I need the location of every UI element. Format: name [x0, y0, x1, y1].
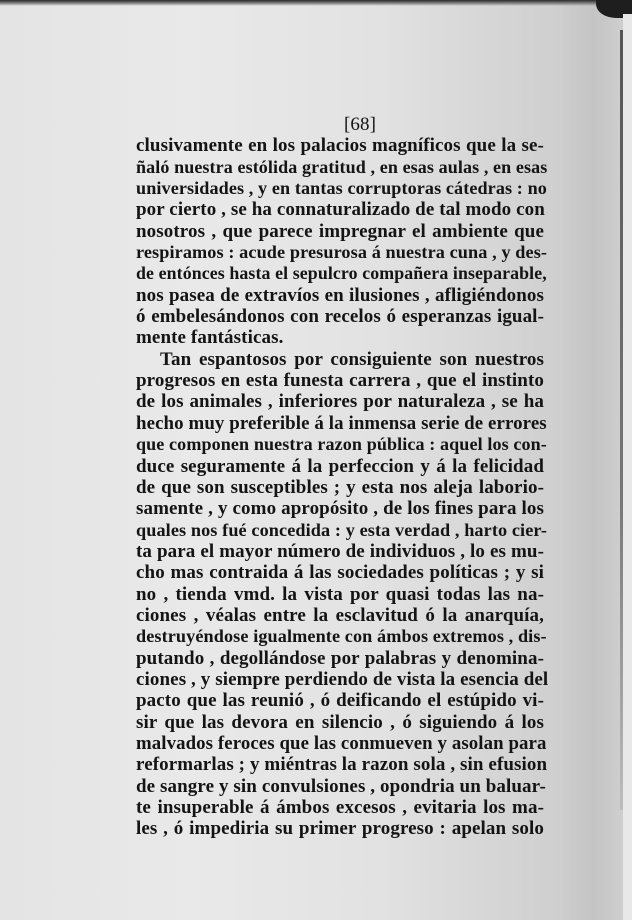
text-line: quales nos fué concedida : y esta verdad , harto cier- — [136, 519, 548, 540]
text-line: de entónces hasta el sepulcro compañera inseparable, — [136, 263, 547, 284]
page-text-block — [136, 114, 549, 840]
text-line: nos pasea de extravíos en ilusiones , afligiéndonos — [136, 284, 544, 306]
text-line: Tan espantosos por consiguiente son nuestros — [160, 348, 544, 370]
text-line: duce seguramente á la perfeccion y á la felicidad — [136, 455, 544, 477]
paragraph-1 — [136, 135, 548, 349]
text-line: clusivamente en los palacios magníficos que la se- — [136, 135, 544, 157]
text-line: mente fantásticas. — [136, 327, 284, 349]
adjacent-page-strip — [623, 14, 632, 920]
text-line: sir que las devora en silencio , ó siguiendo á los — [136, 711, 544, 733]
text-line: reformarlas ; y miéntras la razon sola , sin efusion — [136, 754, 548, 776]
text-line: no , tienda vmd. la vista por quasi todas las na- — [136, 583, 544, 605]
text-line: ciones , véalas entre la esclavitud ó la anarquía, — [136, 604, 544, 626]
text-line: hecho muy preferible á la inmensa serie de errores — [136, 412, 547, 434]
text-line: de los animales , inferiores por naturaleza , se ha — [136, 391, 544, 413]
text-line: de que son susceptibles ; y esta nos aleja laborio- — [136, 476, 544, 498]
text-line: destruyéndose igualmente con ámbos extremos , dis- — [136, 626, 547, 647]
text-line: ciones , y siempre perdiendo de vista la esencia del — [136, 668, 549, 690]
text-line: por cierto , se ha connaturalizado de tal modo con — [136, 199, 545, 221]
text-line: samente , y como apropósito , de los fines para los — [136, 498, 544, 520]
text-line: les , ó impediria su primer progreso : apelan solo — [136, 818, 544, 840]
scan-top-edge-shadow — [0, 0, 632, 6]
paragraph-2 — [136, 348, 549, 840]
page-number: [68] — [343, 114, 377, 135]
text-line: respiramos : acude presurosa á nuestra cuna , y des- — [136, 242, 548, 263]
text-line: malvados feroces que las conmueven y asolan para — [136, 732, 547, 754]
text-line: ta para el mayor número de individuos , lo es mu- — [136, 540, 544, 562]
text-line: pacto que las reunió , ó deificando el estúpido vi- — [136, 690, 544, 712]
text-line: universidades , y en tantas corruptoras cátedras : no — [136, 178, 547, 199]
text-line: ó embelesándonos con recelos ó esperanzas igual- — [136, 306, 544, 328]
text-line: de sangre y sin convulsiones , opondria un baluar- — [136, 775, 546, 797]
text-line: progresos en esta funesta carrera , que el instinto — [136, 370, 544, 392]
text-line: cho mas contraida á las sociedades políticas ; y si — [136, 562, 544, 584]
text-line: te insuperable á ámbos excesos , evitaria los ma- — [136, 797, 544, 818]
text-line: putando , degollándose por palabras y denomina- — [136, 647, 544, 669]
text-line: nosotros , que parece impregnar el ambiente que — [136, 220, 544, 242]
text-line: que componen nuestra razon pública : aquel los con- — [136, 434, 547, 455]
text-line: ñaló nuestra estólida gratitud , en esas aulas , en esas — [136, 156, 548, 177]
